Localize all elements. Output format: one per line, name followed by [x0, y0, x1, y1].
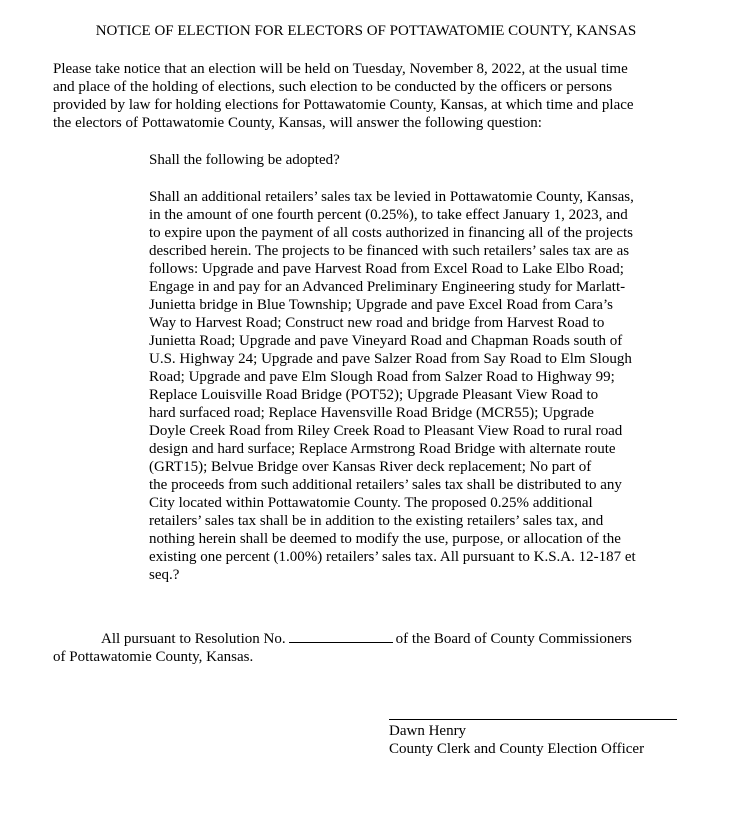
question-line: follows: Upgrade and pave Harvest Road from Excel Road to Lake Elbo Road;: [149, 261, 624, 277]
question-line: retailers’ sales tax shall be in addition to the existing retailers’ sales tax, and: [149, 513, 604, 529]
question-line: Junietta bridge in Blue Township; Upgrade and pave Excel Road from Cara’s: [149, 297, 613, 313]
intro-line: Please take notice that an election will be held on Tuesday, November 8, 2022, at the usual time: [53, 61, 628, 77]
intro-line: and place of the holding of elections, such election to be conducted by the officers or persons: [53, 79, 613, 95]
question-line: seq.?: [149, 567, 180, 583]
resolution-text-before-blank: All pursuant to Resolution No.: [101, 631, 286, 647]
question-line: nothing herein shall be deemed to modify the use, purpose, or allocation of the: [149, 531, 621, 547]
question-line: existing one percent (1.00%) retailers’ sales tax. All pursuant to K.S.A. 12-187 et: [149, 549, 636, 565]
resolution-text-after-blank: of the Board of County Commissioners: [395, 631, 632, 647]
question-line: Replace Louisville Road Bridge (POT52); Upgrade Pleasant View Road to: [149, 387, 599, 403]
question-line: Shall an additional retailers’ sales tax be levied in Pottawatomie County, Kansas,: [149, 189, 634, 205]
question-line: the proceeds from such additional retailers’ sales tax shall be distributed to any: [149, 477, 622, 493]
resolution-number-blank: [289, 629, 393, 643]
question-line: (GRT15); Belvue Bridge over Kansas River deck replacement; No part of: [149, 459, 592, 475]
question-line: Doyle Creek Road from Riley Creek Road to Pleasant View Road to rural road: [149, 423, 623, 439]
signer-title: County Clerk and County Election Officer: [389, 741, 645, 757]
signature-block: [389, 719, 677, 758]
question-line: Road; Upgrade and pave Elm Slough Road from Salzer Road to Highway 99;: [149, 369, 615, 385]
intro-paragraph: [53, 60, 681, 132]
resolution-paragraph: [53, 629, 693, 666]
resolution-second-line: of Pottawatomie County, Kansas.: [53, 649, 254, 665]
question-line: City located within Pottawatomie County. The proposed 0.25% additional: [149, 495, 593, 511]
question-line: U.S. Highway 24; Upgrade and pave Salzer Road from Say Road to Elm Slough: [149, 351, 632, 367]
question-line: to expire upon the payment of all costs authorized in financing all of the projects: [149, 225, 634, 241]
question-line: described herein. The projects to be financed with such retailers’ sales tax are as: [149, 243, 630, 259]
question-line: Way to Harvest Road; Construct new road and bridge from Harvest Road to: [149, 315, 605, 331]
question-line: in the amount of one fourth percent (0.25%), to take effect January 1, 2023, and: [149, 207, 628, 223]
intro-line: the electors of Pottawatomie County, Kansas, will answer the following question:: [53, 115, 542, 131]
question-line: hard surfaced road; Replace Havensville Road Bridge (MCR55); Upgrade: [149, 405, 594, 421]
signer-name: Dawn Henry: [389, 723, 467, 739]
ballot-question: [149, 188, 679, 584]
resolution-first-line: [53, 629, 693, 648]
notice-title: NOTICE OF ELECTION FOR ELECTORS OF POTTAWATOMIE COUNTY, KANSAS: [95, 23, 637, 39]
intro-line: provided by law for holding elections for Pottawatomie County, Kansas, at which time and place: [53, 97, 634, 113]
question-line: Junietta Road; Upgrade and pave Vineyard Road and Chapman Roads south of: [149, 333, 623, 349]
question-heading: Shall the following be adopted?: [149, 152, 340, 168]
question-line: Engage in and pay for an Advanced Preliminary Engineering study for Marlatt-: [149, 279, 626, 295]
question-line: design and hard surface; Replace Armstrong Road Bridge with alternate route: [149, 441, 616, 457]
